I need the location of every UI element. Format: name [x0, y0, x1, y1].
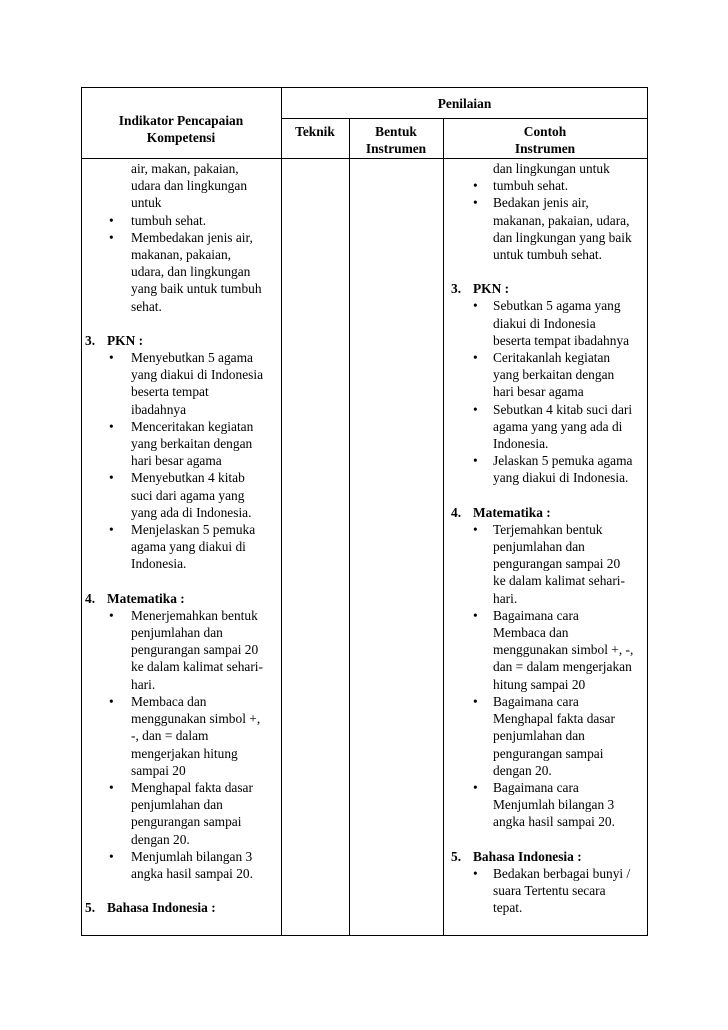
text-line: Membedakan jenis air,	[131, 229, 253, 245]
text-line: Sebutkan 5 agama yang	[493, 298, 621, 314]
text-line: yang diakui di Indonesia	[131, 367, 264, 383]
text-line: agama yang yang ada di	[493, 418, 623, 434]
text-line: dan lingkungan yang baik	[493, 229, 632, 245]
text-line: Indonesia.	[131, 556, 187, 572]
header-indikator	[81, 112, 281, 146]
bullet-item	[451, 779, 648, 831]
text-line: tumbuh sehat.	[131, 212, 207, 228]
text-line: angka hasil sampai 20.	[493, 814, 615, 830]
bullet-icon: •	[473, 178, 478, 194]
bullet-item	[85, 418, 281, 470]
bentuk-column-divider	[443, 118, 444, 936]
bullet-text	[131, 212, 283, 229]
header-indikator-line2: Kompetensi	[146, 130, 216, 146]
table-left-border	[81, 87, 82, 936]
text-line: menggunakan simbol +,	[131, 711, 261, 727]
bullet-icon: •	[473, 607, 478, 623]
section-title: Matematika :	[473, 504, 551, 520]
text-line: dan = dalam mengerjakan	[493, 659, 632, 675]
bullet-text	[493, 401, 649, 453]
text-line: pengurangan sampai 20	[493, 556, 621, 572]
text-line: makanan, pakaian, udara,	[493, 212, 630, 228]
text-line: angka hasil sampai 20.	[131, 865, 253, 881]
text-line: Indonesia.	[493, 436, 549, 452]
text-line: mengerjakan hitung	[131, 745, 238, 761]
header-bentuk-line1: Bentuk	[375, 124, 417, 139]
section-heading	[451, 848, 648, 865]
header-contoh	[443, 123, 647, 157]
header-teknik: Teknik	[295, 124, 335, 139]
bullet-item	[451, 401, 648, 453]
section-gap	[85, 315, 281, 332]
text-line: Menyebutkan 4 kitab	[131, 470, 245, 486]
continued-text-line: dan lingkungan untuk	[493, 161, 610, 176]
bullet-text	[493, 349, 649, 401]
text-line: penjumlahan dan	[131, 797, 223, 813]
bullet-text	[493, 297, 649, 349]
section-title: PKN :	[107, 332, 144, 348]
section-gap	[451, 263, 648, 280]
header-penilaian: Penilaian	[437, 96, 492, 111]
text-line: Membaca dan	[131, 693, 207, 709]
text-line: agama yang diakui di	[131, 539, 246, 555]
text-line: tumbuh sehat.	[493, 178, 569, 194]
section-number: 4.	[451, 504, 462, 520]
continued-text-line: udara dan lingkungan	[131, 178, 248, 194]
table-top-border	[81, 87, 648, 88]
section-heading	[85, 332, 281, 349]
header-contoh-line1: Contoh	[523, 124, 567, 139]
bullet-icon: •	[109, 848, 114, 864]
text-line: Bedakan jenis air,	[493, 195, 589, 211]
bullet-item	[85, 469, 281, 521]
bullet-text	[493, 693, 649, 779]
text-line: menggunakan simbol +, -,	[493, 642, 634, 658]
table-bottom-border	[81, 935, 648, 936]
bullet-icon: •	[473, 865, 478, 881]
text-line: Menerjemahkan bentuk	[131, 607, 258, 623]
text-line: pengurangan sampai 20	[131, 642, 259, 658]
section-gap	[85, 882, 281, 899]
header-bottom-border	[81, 158, 648, 159]
text-line: Menyebutkan 5 agama	[131, 350, 253, 366]
text-line: yang diakui di Indonesia.	[493, 470, 629, 486]
text-line: suara Tertentu secara	[493, 882, 606, 898]
text-line: penjumlahan dan	[131, 625, 223, 641]
bullet-icon: •	[473, 453, 478, 469]
bullet-text	[131, 848, 283, 882]
bullet-text	[493, 177, 649, 194]
text-line: -, dan = dalam	[131, 728, 209, 744]
penilaian-divider	[281, 118, 648, 119]
section-number: 3.	[451, 281, 462, 297]
bullet-item	[85, 848, 281, 882]
bullet-item	[85, 607, 281, 693]
text-line: Ceritakanlah kegiatan	[493, 350, 611, 366]
bullet-item	[85, 521, 281, 573]
text-line: penjumlahan dan	[493, 539, 585, 555]
text-line: dengan 20.	[493, 762, 552, 778]
bullet-text	[131, 349, 283, 418]
text-line: yang berkaitan dengan	[493, 367, 615, 383]
section-title: Bahasa Indonesia :	[107, 900, 216, 916]
text-line: hari.	[493, 590, 518, 606]
text-line: diakui di Indonesia	[493, 315, 596, 331]
text-line: ibadahnya	[131, 401, 187, 417]
bullet-item	[451, 452, 648, 486]
text-line: suci dari agama yang	[131, 487, 245, 503]
section-number: 4.	[85, 590, 96, 606]
text-line: pengurangan sampai	[493, 745, 604, 761]
bullet-text	[131, 418, 283, 470]
text-line: hari besar agama	[493, 384, 584, 400]
bullet-item	[451, 865, 648, 917]
text-line: Menceritakan kegiatan	[131, 418, 254, 434]
bullet-icon: •	[109, 350, 114, 366]
bullet-item	[451, 194, 648, 263]
header-contoh-line2: Instrumen	[514, 141, 576, 157]
text-line: ke dalam kalimat sehari-	[493, 573, 625, 589]
bullet-icon: •	[109, 418, 114, 434]
bullet-text	[493, 865, 649, 917]
bullet-icon: •	[109, 693, 114, 709]
bullet-item	[451, 177, 648, 194]
text-line: Menjumlah bilangan 3	[493, 797, 615, 813]
bullet-item	[451, 349, 648, 401]
bullet-icon: •	[473, 195, 478, 211]
bullet-icon: •	[109, 212, 114, 228]
section-gap	[451, 831, 648, 848]
text-line: Menjelaskan 5 pemuka	[131, 522, 256, 538]
text-line: Menjumlah bilangan 3	[131, 848, 253, 864]
text-line: beserta tempat	[131, 384, 209, 400]
header-bentuk-line2: Instrumen	[365, 141, 427, 157]
header-indikator-line1: Indikator Pencapaian	[118, 113, 244, 128]
section-title: Matematika :	[107, 590, 185, 606]
text-line: yang ada di Indonesia.	[131, 504, 252, 520]
bullet-text	[493, 607, 649, 693]
contoh-instrumen-column	[451, 160, 648, 916]
text-line: Jelaskan 5 pemuka agama	[493, 453, 633, 469]
bullet-item	[85, 212, 281, 229]
text-line: untuk tumbuh sehat.	[493, 247, 602, 263]
text-line: hari besar agama	[131, 453, 222, 469]
bullet-text	[131, 607, 283, 693]
section-heading	[85, 899, 281, 916]
bullet-text	[131, 229, 283, 315]
section-heading	[451, 280, 648, 297]
bullet-icon: •	[109, 779, 114, 795]
continued-text-line: air, makan, pakaian,	[131, 161, 239, 176]
section-heading	[85, 590, 281, 607]
text-line: makanan, pakaian,	[131, 247, 232, 263]
bullet-icon: •	[473, 521, 478, 537]
bullet-text	[493, 194, 649, 263]
section-title: Bahasa Indonesia :	[473, 848, 582, 864]
section-number: 5.	[85, 900, 96, 916]
bullet-text	[493, 452, 649, 486]
text-line: Menghapal fakta dasar	[493, 711, 615, 727]
text-line: Membaca dan	[493, 625, 569, 641]
text-line: yang baik untuk tumbuh	[131, 281, 262, 297]
bullet-item	[451, 693, 648, 779]
bullet-item	[85, 693, 281, 779]
text-line: Bedakan berbagai bunyi /	[493, 865, 631, 881]
text-line: Sebutkan 4 kitab suci dari	[493, 401, 633, 417]
indikator-column	[85, 160, 281, 916]
bullet-icon: •	[109, 607, 114, 623]
continued-text-line: untuk	[131, 195, 162, 211]
section-number: 3.	[85, 332, 96, 348]
section-number: 5.	[451, 848, 462, 864]
text-line: Bagaimana cara	[493, 693, 579, 709]
header-bentuk	[349, 123, 443, 157]
section-gap	[451, 487, 648, 504]
bullet-text	[493, 521, 649, 607]
bullet-icon: •	[473, 401, 478, 417]
section-title: PKN :	[473, 281, 510, 297]
text-line: penjumlahan dan	[493, 728, 585, 744]
section-gap	[85, 573, 281, 590]
teknik-column-divider	[349, 118, 350, 936]
bullet-icon: •	[109, 470, 114, 486]
text-line: Terjemahkan bentuk	[493, 521, 603, 537]
text-line: yang berkaitan dengan	[131, 436, 253, 452]
text-line: dengan 20.	[131, 831, 190, 847]
bullet-item	[451, 521, 648, 607]
text-line: Bagaimana cara	[493, 779, 579, 795]
bullet-text	[131, 693, 283, 779]
bullet-icon: •	[473, 350, 478, 366]
bullet-text	[493, 779, 649, 831]
bullet-icon: •	[473, 693, 478, 709]
text-line: tepat.	[493, 900, 523, 916]
bullet-item	[85, 229, 281, 315]
text-line: Menghapal fakta dasar	[131, 779, 253, 795]
bullet-item	[451, 297, 648, 349]
bullet-text	[131, 469, 283, 521]
text-line: beserta tempat ibadahnya	[493, 332, 630, 348]
text-line: udara, dan lingkungan	[131, 264, 251, 280]
text-line: sehat.	[131, 298, 162, 314]
bullet-text	[131, 521, 283, 573]
bullet-item	[85, 349, 281, 418]
bullet-icon: •	[473, 298, 478, 314]
text-line: pengurangan sampai	[131, 814, 242, 830]
bullet-icon: •	[109, 229, 114, 245]
bullet-icon: •	[109, 522, 114, 538]
bullet-icon: •	[473, 779, 478, 795]
bullet-item	[85, 779, 281, 848]
text-line: Bagaimana cara	[493, 607, 579, 623]
text-line: ke dalam kalimat sehari-	[131, 659, 263, 675]
bullet-text	[131, 779, 283, 848]
text-line: hari.	[131, 676, 156, 692]
section-heading	[451, 504, 648, 521]
bullet-item	[451, 607, 648, 693]
text-line: sampai 20	[131, 762, 186, 778]
text-line: hitung sampai 20	[493, 676, 586, 692]
